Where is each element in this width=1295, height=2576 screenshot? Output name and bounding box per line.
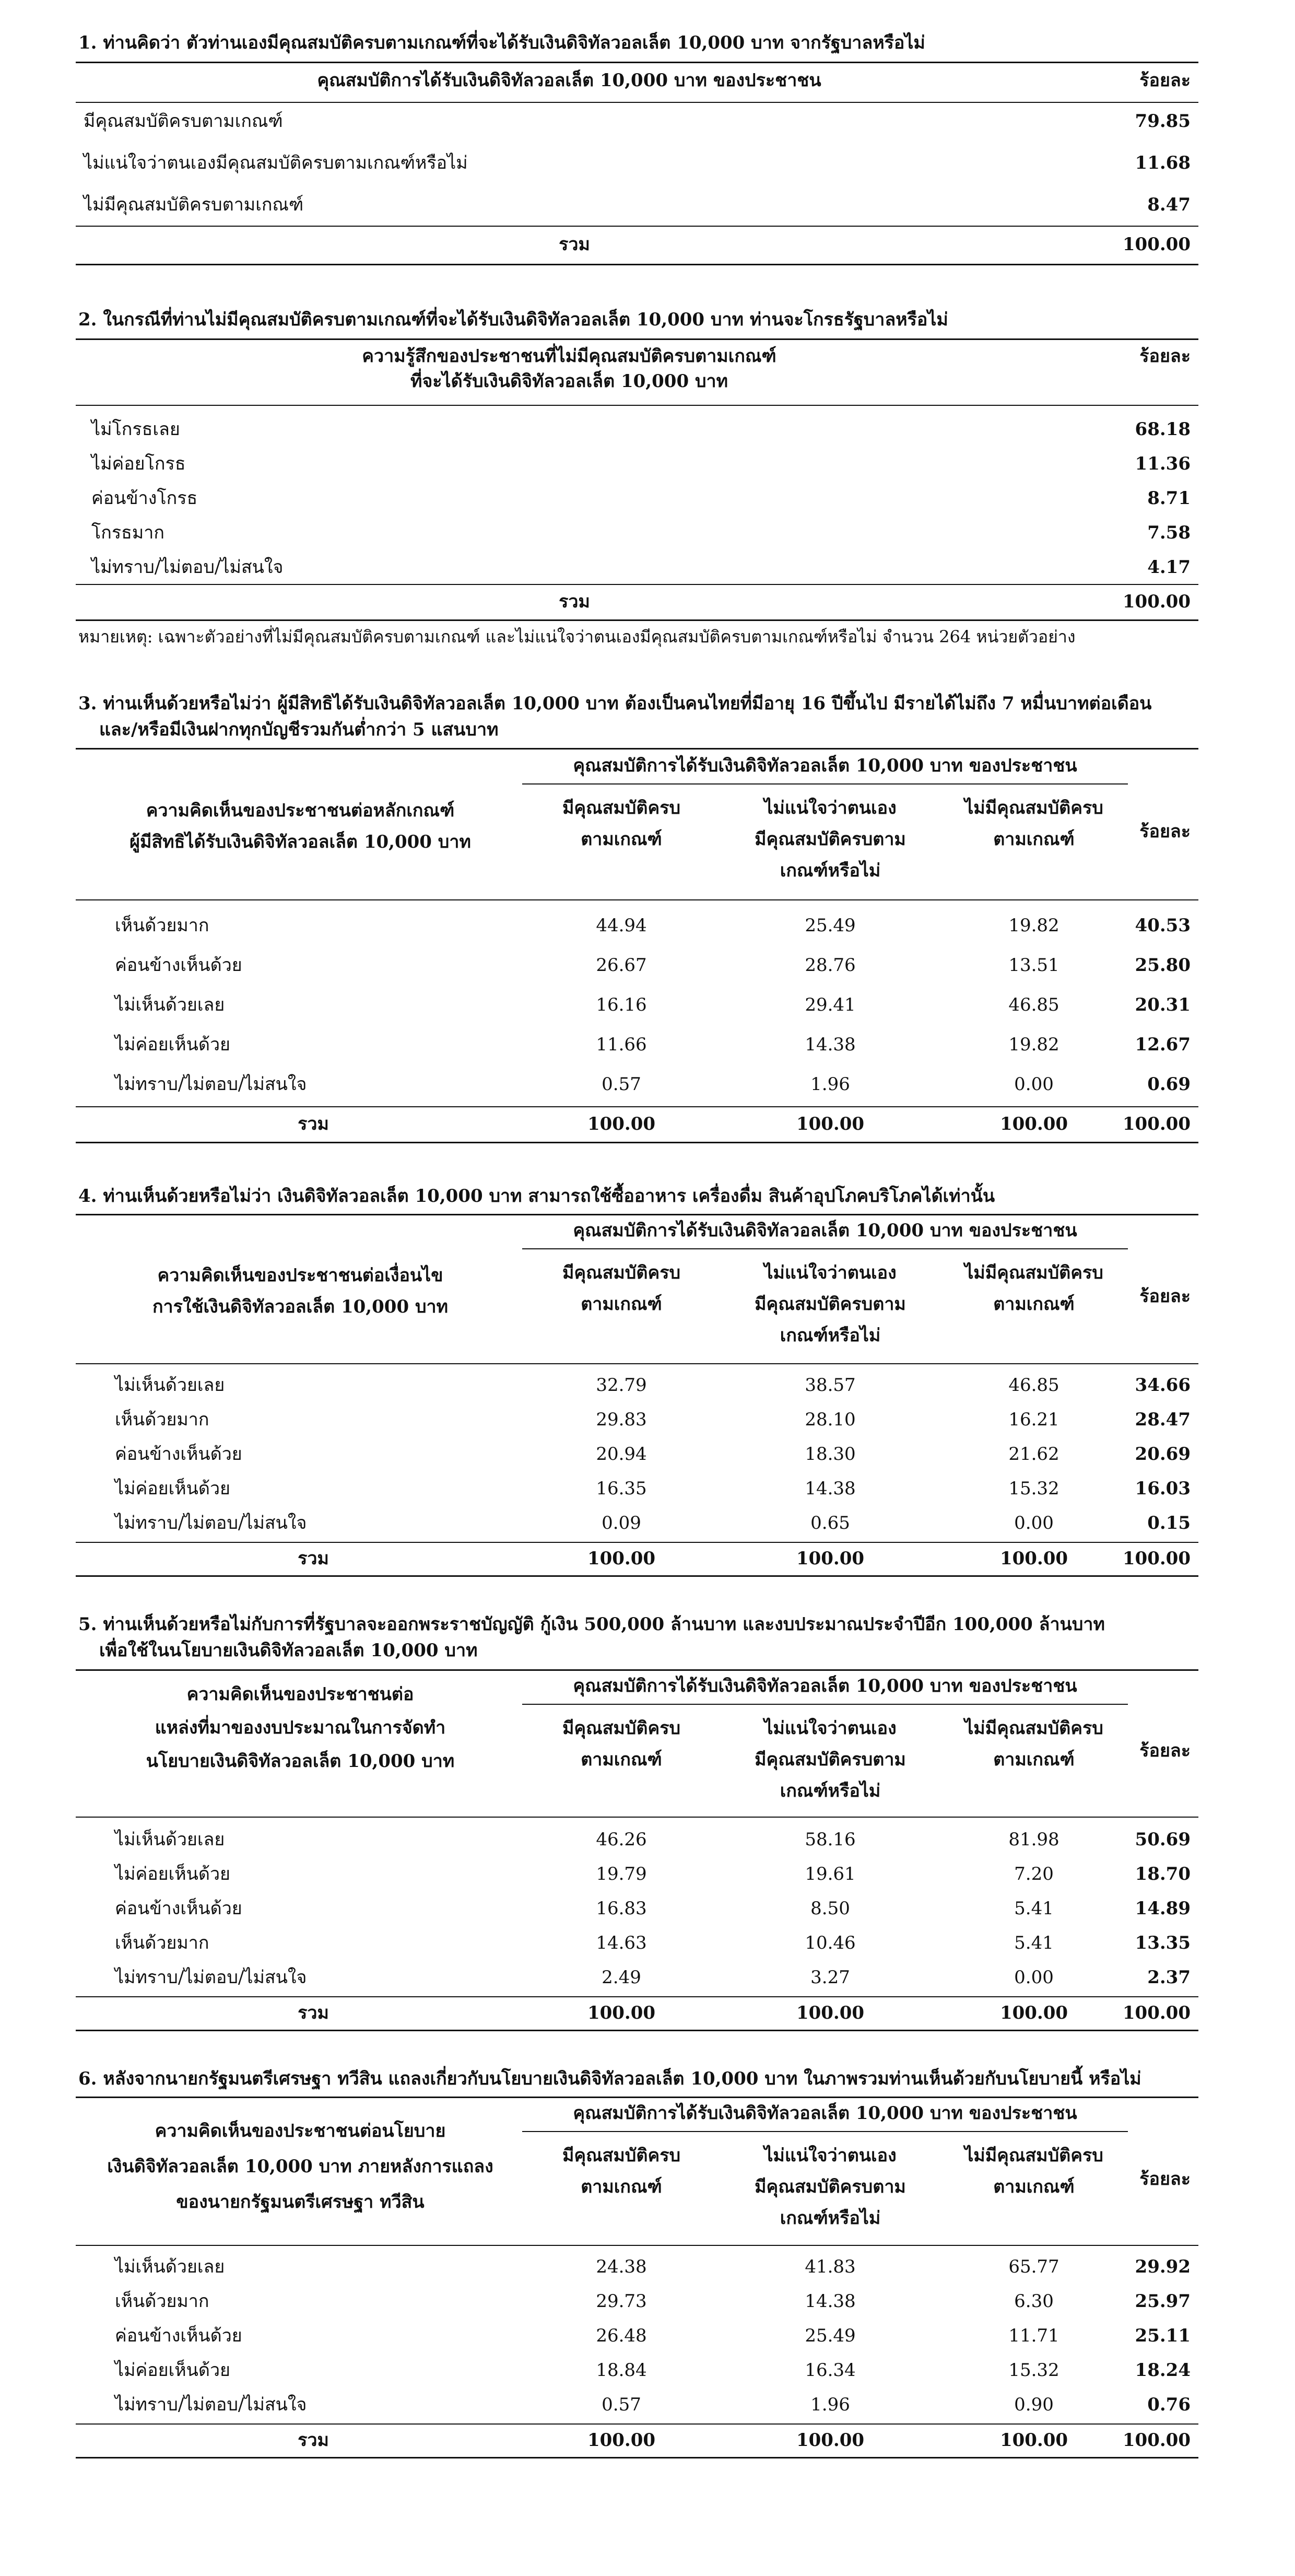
q4-row-label: ไม่ค่อยเห็นด้วย <box>115 1478 230 1499</box>
q3-rule-total <box>76 1106 1198 1107</box>
q4-pct: 28.47 <box>1135 1409 1191 1430</box>
q4-cell: 38.57 <box>805 1375 856 1396</box>
q6-rule-header <box>76 2245 1198 2246</box>
q5-row-header-line3: นโยบายเงินดิจิทัลวอลเล็ต 10,000 บาท <box>146 1751 455 1772</box>
q6-total-cell: 100.00 <box>796 2430 865 2451</box>
q2-row-label: ไม่โกรธเลย <box>91 419 180 440</box>
q4-cell: 20.94 <box>596 1444 647 1465</box>
q3-cell: 26.67 <box>596 955 647 976</box>
q2-row-value: 4.17 <box>1147 557 1191 578</box>
q6-pct: 18.24 <box>1135 2360 1191 2381</box>
q3-pct-header: ร้อยละ <box>1139 821 1191 842</box>
q3-col3-header: ไม่มีคุณสมบัติครบ <box>964 798 1103 818</box>
q2-row-label: ไม่ค่อยโกรธ <box>91 453 186 474</box>
q2-total-label: รวม <box>559 591 590 612</box>
q6-title: 6. หลังจากนายกรัฐมนตรีเศรษฐา ทวีสิน แถลงเกี่ยวกับนโยบายเงินดิจิทัลวอลเล็ต 10,000 บาท ในภาพรวมท่านเห็นด้วยกับนโยบายนี้ หรือไม่ <box>78 2068 1141 2089</box>
q3-cell: 46.85 <box>1008 994 1059 1015</box>
q3-row-header-line2: ผู้มีสิทธิได้รับเงินดิจิทัลวอลเล็ต 10,000 บาท <box>130 832 471 852</box>
q4-cell: 21.62 <box>1008 1444 1059 1465</box>
q4-row-label: เห็นด้วยมาก <box>115 1409 209 1430</box>
q5-row-label: ไม่ทราบ/ไม่ตอบ/ไม่สนใจ <box>115 1967 307 1988</box>
q6-cell: 6.30 <box>1014 2291 1054 2312</box>
q4-col2-header-line3: เกณฑ์หรือไม่ <box>780 1325 881 1346</box>
q6-row-label: ค่อนข้างเห็นด้วย <box>115 2325 242 2346</box>
q2-header-line2: ที่จะได้รับเงินดิจิทัลวอลเล็ต 10,000 บาท <box>410 371 728 392</box>
q6-col1-header: มีคุณสมบัติครบ <box>562 2145 681 2166</box>
q6-total-pct: 100.00 <box>1122 2430 1191 2451</box>
q3-cell: 29.41 <box>805 994 856 1015</box>
q6-cell: 29.73 <box>596 2291 647 2312</box>
q4-col1-header: มีคุณสมบัติครบ <box>562 1262 681 1283</box>
q5-col3-header: ไม่มีคุณสมบัติครบ <box>964 1718 1103 1739</box>
q5-rule-top <box>76 1669 1198 1671</box>
q6-row-label: เห็นด้วยมาก <box>115 2291 209 2312</box>
q3-cell: 0.00 <box>1014 1074 1054 1095</box>
q4-row-label: ไม่ทราบ/ไม่ตอบ/ไม่สนใจ <box>115 1513 307 1533</box>
q6-row-header: ความคิดเห็นของประชาชนต่อนโยบาย <box>155 2121 446 2141</box>
q5-title-line2: เพื่อใช้ในนโยบายเงินดิจิทัลวอลเล็ต 10,000 บาท <box>99 1640 478 1661</box>
q3-rule-top <box>76 748 1198 750</box>
q6-rule-total <box>76 2423 1198 2425</box>
q3-rule-header <box>76 899 1198 900</box>
q6-cell: 18.84 <box>596 2360 647 2381</box>
q4-col1-header-line2: ตามเกณฑ์ <box>581 1294 662 1315</box>
q6-col2-header: ไม่แน่ใจว่าตนเอง <box>764 2145 897 2166</box>
q6-col2-header-line3: เกณฑ์หรือไม่ <box>780 2208 881 2229</box>
q4-total-label: รวม <box>298 1548 329 1569</box>
q2-rule-total <box>76 584 1198 585</box>
q3-cell: 14.38 <box>805 1034 856 1055</box>
q2-rule-bottom <box>76 619 1198 621</box>
q4-cell: 16.21 <box>1008 1409 1059 1430</box>
q4-cell: 14.38 <box>805 1478 856 1499</box>
q1-rule-header <box>76 102 1198 103</box>
q3-col1-header-line2: ตามเกณฑ์ <box>581 829 662 850</box>
q2-row-value: 8.71 <box>1147 488 1191 509</box>
q6-pct-header: ร้อยละ <box>1139 2169 1191 2189</box>
q6-cell: 15.32 <box>1008 2360 1059 2381</box>
q5-row-header: ความคิดเห็นของประชาชนต่อ <box>186 1684 414 1705</box>
q5-rule-total <box>76 1996 1198 1997</box>
q2-rule-header <box>76 405 1198 406</box>
q2-total-value: 100.00 <box>1122 591 1191 612</box>
q4-rule-header <box>76 1363 1198 1364</box>
q1-total-label: รวม <box>559 234 590 255</box>
q3-cell: 44.94 <box>596 915 647 936</box>
q6-cell: 0.57 <box>602 2394 641 2415</box>
q6-total-label: รวม <box>298 2430 329 2451</box>
q4-group-header: คุณสมบัติการได้รับเงินดิจิทัลวอลเล็ต 10,000 บาท ของประชาชน <box>573 1220 1077 1241</box>
q5-pct-header: ร้อยละ <box>1139 1740 1191 1761</box>
q5-pct: 50.69 <box>1135 1829 1191 1850</box>
q6-cell: 65.77 <box>1008 2256 1059 2277</box>
q6-col1-header-line2: ตามเกณฑ์ <box>581 2176 662 2197</box>
q5-col3-header-line2: ตามเกณฑ์ <box>993 1749 1075 1770</box>
q3-row-label: เห็นด้วยมาก <box>115 915 209 936</box>
q3-cell: 16.16 <box>596 994 647 1015</box>
q1-row-label: ไม่แน่ใจว่าตนเองมีคุณสมบัติครบตามเกณฑ์หรือไม่ <box>84 153 468 173</box>
q2-row-value: 11.36 <box>1135 453 1191 474</box>
q6-pct: 25.97 <box>1135 2291 1191 2312</box>
q5-cell: 46.26 <box>596 1829 647 1850</box>
q4-cell: 0.00 <box>1014 1513 1054 1533</box>
q6-row-header-line3: ของนายกรัฐมนตรีเศรษฐา ทวีสิน <box>176 2192 425 2212</box>
q4-total-cell: 100.00 <box>999 1548 1068 1569</box>
q3-pct: 40.53 <box>1135 915 1191 936</box>
q4-cell: 46.85 <box>1008 1375 1059 1396</box>
q1-rule-bottom <box>76 264 1198 265</box>
q4-title: 4. ท่านเห็นด้วยหรือไม่ว่า เงินดิจิทัลวอลเล็ต 10,000 บาท สามารถใช้ซื้ออาหาร เครื่องดื่ม สินค้าอุปโภคบริโภคได้เท่านั้น <box>78 1186 995 1207</box>
q1-pct-header: ร้อยละ <box>1139 70 1191 91</box>
q1-row-label: ไม่มีคุณสมบัติครบตามเกณฑ์ <box>84 194 304 215</box>
q4-cell: 29.83 <box>596 1409 647 1430</box>
q4-col2-header: ไม่แน่ใจว่าตนเอง <box>764 1262 897 1283</box>
q6-rule-bottom <box>76 2457 1198 2458</box>
q4-pct: 16.03 <box>1135 1478 1191 1499</box>
q3-pct: 12.67 <box>1135 1034 1191 1055</box>
q2-note: หมายเหตุ: เฉพาะตัวอย่างที่ไม่มีคุณสมบัติครบตามเกณฑ์ และไม่แน่ใจว่าตนเองมีคุณสมบัติครบตามเกณฑ์หรือไม่ จำนวน 264 หน่วยตัวอย่าง <box>78 627 1076 647</box>
q6-col3-header: ไม่มีคุณสมบัติครบ <box>964 2145 1103 2166</box>
q5-col1-header-line2: ตามเกณฑ์ <box>581 1749 662 1770</box>
q5-cell: 19.61 <box>805 1864 856 1884</box>
q6-row-label: ไม่ค่อยเห็นด้วย <box>115 2360 230 2381</box>
q3-total-label: รวม <box>298 1114 329 1134</box>
q5-col2-header-line2: มีคุณสมบัติครบตาม <box>755 1749 906 1770</box>
q5-total-cell: 100.00 <box>796 2003 865 2023</box>
q5-cell: 3.27 <box>810 1967 850 1988</box>
q6-cell: 11.71 <box>1008 2325 1059 2346</box>
q3-cell: 19.82 <box>1008 1034 1059 1055</box>
q1-title: 1. ท่านคิดว่า ตัวท่านเองมีคุณสมบัติครบตามเกณฑ์ที่จะได้รับเงินดิจิทัลวอลเล็ต 10,000 บาท จากรัฐบาลหรือไม่ <box>78 32 925 53</box>
q6-cell: 25.49 <box>805 2325 856 2346</box>
q5-row-label: เห็นด้วยมาก <box>115 1933 209 1953</box>
q5-row-label: ไม่ค่อยเห็นด้วย <box>115 1864 230 1884</box>
q4-cell: 32.79 <box>596 1375 647 1396</box>
q4-cell: 18.30 <box>805 1444 856 1465</box>
q5-cell: 14.63 <box>596 1933 647 1953</box>
q6-rule-group <box>522 2131 1128 2132</box>
q6-group-header: คุณสมบัติการได้รับเงินดิจิทัลวอลเล็ต 10,000 บาท ของประชาชน <box>573 2103 1077 2124</box>
q5-pct: 2.37 <box>1147 1967 1191 1988</box>
q6-cell: 1.96 <box>810 2394 850 2415</box>
q6-total-cell: 100.00 <box>999 2430 1068 2451</box>
q1-rule-top <box>76 62 1198 63</box>
q5-total-cell: 100.00 <box>587 2003 656 2023</box>
q3-col2-header: ไม่แน่ใจว่าตนเอง <box>764 798 897 818</box>
q3-pct: 0.69 <box>1147 1074 1191 1095</box>
q3-title: 3. ท่านเห็นด้วยหรือไม่ว่า ผู้มีสิทธิได้รับเงินดิจิทัลวอลเล็ต 10,000 บาท ต้องเป็นคนไทยที่มีอายุ 16 ปีขึ้นไป มีรายได้ไม่ถึง 7 หมื่นบาทต่อเดือน <box>78 693 1152 714</box>
q3-row-label: ค่อนข้างเห็นด้วย <box>115 955 242 976</box>
q3-rule-group <box>522 783 1128 784</box>
q4-rule-group <box>522 1248 1128 1249</box>
q5-cell: 8.50 <box>810 1898 850 1919</box>
q3-cell: 13.51 <box>1008 955 1059 976</box>
q4-pct: 0.15 <box>1147 1513 1191 1533</box>
q6-cell: 24.38 <box>596 2256 647 2277</box>
q4-cell: 0.65 <box>810 1513 850 1533</box>
q6-pct: 29.92 <box>1135 2256 1191 2277</box>
q2-row-value: 68.18 <box>1135 419 1191 440</box>
q5-col2-header: ไม่แน่ใจว่าตนเอง <box>764 1718 897 1739</box>
q4-pct: 34.66 <box>1135 1375 1191 1396</box>
q6-pct: 25.11 <box>1135 2325 1191 2346</box>
q1-total-value: 100.00 <box>1122 234 1191 255</box>
q5-cell: 0.00 <box>1014 1967 1054 1988</box>
q4-row-label: ไม่เห็นด้วยเลย <box>115 1375 225 1396</box>
q6-cell: 0.90 <box>1014 2394 1054 2415</box>
q6-rule-top <box>76 2097 1198 2098</box>
q3-cell: 1.96 <box>810 1074 850 1095</box>
q1-row-label: มีคุณสมบัติครบตามเกณฑ์ <box>84 111 283 132</box>
q6-cell: 16.34 <box>805 2360 856 2381</box>
q3-row-label: ไม่ค่อยเห็นด้วย <box>115 1034 230 1055</box>
q3-col1-header: มีคุณสมบัติครบ <box>562 798 681 818</box>
q3-total-pct: 100.00 <box>1122 1114 1191 1134</box>
q5-row-label: ค่อนข้างเห็นด้วย <box>115 1898 242 1919</box>
q3-title-line2: และ/หรือมีเงินฝากทุกบัญชีรวมกันต่ำกว่า 5 แสนบาท <box>99 719 499 740</box>
q5-cell: 2.49 <box>602 1967 641 1988</box>
q3-pct: 20.31 <box>1135 994 1191 1015</box>
q3-pct: 25.80 <box>1135 955 1191 976</box>
q4-cell: 28.10 <box>805 1409 856 1430</box>
q5-cell: 5.41 <box>1014 1898 1054 1919</box>
q2-header-line1: ความรู้สึกของประชาชนที่ไม่มีคุณสมบัติครบตามเกณฑ์ <box>362 346 776 367</box>
q4-col3-header-line2: ตามเกณฑ์ <box>993 1294 1075 1315</box>
q5-col2-header-line3: เกณฑ์หรือไม่ <box>780 1781 881 1801</box>
q5-cell: 5.41 <box>1014 1933 1054 1953</box>
q4-cell: 0.09 <box>602 1513 641 1533</box>
q6-row-header-line2: เงินดิจิทัลวอลเล็ต 10,000 บาท ภายหลังการแถลง <box>107 2156 493 2177</box>
q5-pct: 13.35 <box>1135 1933 1191 1953</box>
q6-row-label: ไม่ทราบ/ไม่ตอบ/ไม่สนใจ <box>115 2394 307 2415</box>
q3-total-cell: 100.00 <box>999 1114 1068 1134</box>
q4-total-cell: 100.00 <box>587 1548 656 1569</box>
q5-cell: 81.98 <box>1008 1829 1059 1850</box>
q5-rule-group <box>522 1704 1128 1705</box>
q3-cell: 25.49 <box>805 915 856 936</box>
q4-col2-header-line2: มีคุณสมบัติครบตาม <box>755 1294 906 1315</box>
q5-title: 5. ท่านเห็นด้วยหรือไม่กับการที่รัฐบาลจะออกพระราชบัญญัติ กู้เงิน 500,000 ล้านบาท และงบประมาณประจำปีอีก 100,000 ล้านบาท <box>78 1614 1105 1635</box>
q3-rule-bottom <box>76 1142 1198 1143</box>
q1-row-value: 79.85 <box>1135 111 1191 132</box>
q1-header: คุณสมบัติการได้รับเงินดิจิทัลวอลเล็ต 10,000 บาท ของประชาชน <box>317 70 821 91</box>
q5-row-header-line2: แหล่งที่มาของงบประมาณในการจัดทำ <box>155 1717 446 1738</box>
q2-row-label: โกรธมาก <box>91 522 164 543</box>
q2-row-label: ไม่ทราบ/ไม่ตอบ/ไม่สนใจ <box>91 557 284 578</box>
q4-total-pct: 100.00 <box>1122 1548 1191 1569</box>
q1-row-value: 8.47 <box>1147 194 1191 215</box>
q3-cell: 11.66 <box>596 1034 647 1055</box>
q4-rule-total <box>76 1542 1198 1543</box>
q4-pct-header: ร้อยละ <box>1139 1286 1191 1307</box>
q5-total-cell: 100.00 <box>999 2003 1068 2023</box>
q4-row-header-line2: การใช้เงินดิจิทัลวอลเล็ต 10,000 บาท <box>152 1296 449 1317</box>
q5-cell: 10.46 <box>805 1933 856 1953</box>
q3-total-cell: 100.00 <box>796 1114 865 1134</box>
q1-rule-total <box>76 226 1198 227</box>
q4-rule-top <box>76 1214 1198 1215</box>
q5-row-label: ไม่เห็นด้วยเลย <box>115 1829 225 1850</box>
q5-cell: 7.20 <box>1014 1864 1054 1884</box>
q6-cell: 41.83 <box>805 2256 856 2277</box>
q5-col1-header: มีคุณสมบัติครบ <box>562 1718 681 1739</box>
q5-pct: 14.89 <box>1135 1898 1191 1919</box>
q6-total-cell: 100.00 <box>587 2430 656 2451</box>
q3-col2-header-line3: เกณฑ์หรือไม่ <box>780 860 881 881</box>
q3-col3-header-line2: ตามเกณฑ์ <box>993 829 1075 850</box>
q4-total-cell: 100.00 <box>796 1548 865 1569</box>
q3-row-header: ความคิดเห็นของประชาชนต่อหลักเกณฑ์ <box>146 800 455 821</box>
q3-total-cell: 100.00 <box>587 1114 656 1134</box>
q6-cell: 14.38 <box>805 2291 856 2312</box>
q2-pct-header: ร้อยละ <box>1139 346 1191 367</box>
q3-cell: 28.76 <box>805 955 856 976</box>
q5-cell: 19.79 <box>596 1864 647 1884</box>
q3-row-label: ไม่เห็นด้วยเลย <box>115 994 225 1015</box>
q6-col3-header-line2: ตามเกณฑ์ <box>993 2176 1075 2197</box>
q3-group-header: คุณสมบัติการได้รับเงินดิจิทัลวอลเล็ต 10,000 บาท ของประชาชน <box>573 755 1077 776</box>
q3-col2-header-line2: มีคุณสมบัติครบตาม <box>755 829 906 850</box>
q1-row-value: 11.68 <box>1135 153 1191 173</box>
q2-row-value: 7.58 <box>1147 522 1191 543</box>
q3-row-label: ไม่ทราบ/ไม่ตอบ/ไม่สนใจ <box>115 1074 307 1095</box>
q2-rule-top <box>76 338 1198 340</box>
q4-cell: 16.35 <box>596 1478 647 1499</box>
q3-cell: 0.57 <box>602 1074 641 1095</box>
q6-row-label: ไม่เห็นด้วยเลย <box>115 2256 225 2277</box>
q4-cell: 15.32 <box>1008 1478 1059 1499</box>
q5-total-label: รวม <box>298 2003 329 2023</box>
q5-cell: 58.16 <box>805 1829 856 1850</box>
q5-pct: 18.70 <box>1135 1864 1191 1884</box>
q4-pct: 20.69 <box>1135 1444 1191 1465</box>
q3-cell: 19.82 <box>1008 915 1059 936</box>
q5-total-pct: 100.00 <box>1122 2003 1191 2023</box>
q4-row-label: ค่อนข้างเห็นด้วย <box>115 1444 242 1465</box>
q4-row-header: ความคิดเห็นของประชาชนต่อเงื่อนไข <box>157 1265 443 1286</box>
q5-cell: 16.83 <box>596 1898 647 1919</box>
q2-row-label: ค่อนข้างโกรธ <box>91 488 198 509</box>
q5-rule-header <box>76 1817 1198 1818</box>
q6-cell: 26.48 <box>596 2325 647 2346</box>
q4-col3-header: ไม่มีคุณสมบัติครบ <box>964 1262 1103 1283</box>
q2-title: 2. ในกรณีที่ท่านไม่มีคุณสมบัติครบตามเกณฑ์ที่จะได้รับเงินดิจิทัลวอลเล็ต 10,000 บาท ท่านจะโกรธรัฐบาลหรือไม่ <box>78 309 948 330</box>
q6-col2-header-line2: มีคุณสมบัติครบตาม <box>755 2176 906 2197</box>
q4-rule-bottom <box>76 1575 1198 1577</box>
q5-rule-bottom <box>76 2030 1198 2031</box>
q6-pct: 0.76 <box>1147 2394 1191 2415</box>
q5-group-header: คุณสมบัติการได้รับเงินดิจิทัลวอลเล็ต 10,000 บาท ของประชาชน <box>573 1676 1077 1696</box>
